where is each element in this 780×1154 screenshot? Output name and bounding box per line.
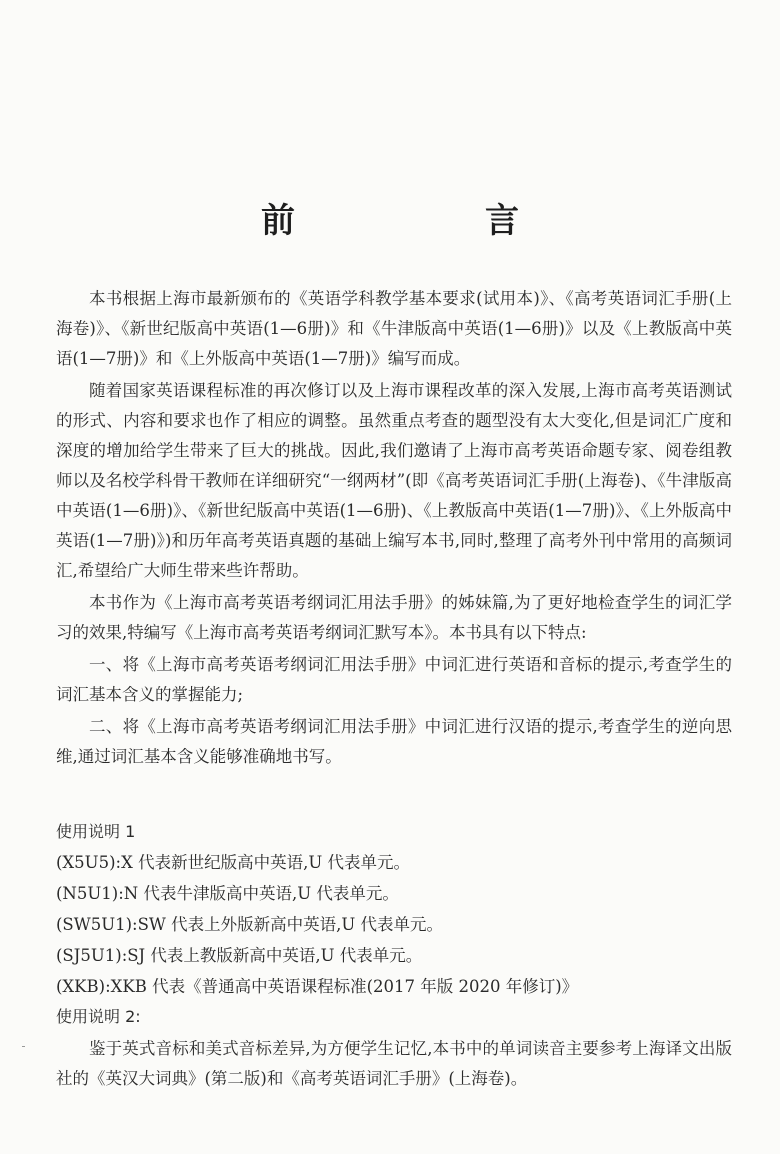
paragraph: 本书作为《上海市高考英语考纲词汇用法手册》的姊妹篇,为了更好地检查学生的词汇学习的效果,特编写《上海市高考英语考纲词汇默写本》。本书具有以下特点: (56, 593, 732, 642)
note2-body: 鉴于英式音标和美式音标差异,为方便学生记忆,本书中的单词读音主要参考上海译文出版社的《英汉大词典》(第二版)和《高考英语词汇手册》(上海卷)。 (56, 1039, 732, 1088)
preface-body (56, 284, 732, 774)
note1-line: (N5U1):N 代表牛津版高中英语,U 代表单元。 (56, 884, 399, 903)
scan-mark (22, 1046, 25, 1047)
note1-line: (X5U5):X 代表新世纪版高中英语,U 代表单元。 (56, 853, 410, 872)
paragraph: 二、将《上海市高考英语考纲词汇用法手册》中词汇进行汉语的提示,考查学生的逆向思维,通过词汇基本含义能够准确地书写。 (56, 717, 732, 766)
page-title: 前 言 (261, 200, 597, 241)
note2-heading: 使用说明 2: (56, 1007, 141, 1026)
paragraph: 一、将《上海市高考英语考纲词汇用法手册》中词汇进行英语和音标的提示,考查学生的词汇基本含义的掌握能力; (56, 655, 732, 704)
usage-notes (56, 817, 732, 1094)
note1-line: (XKB):XKB 代表《普通高中英语课程标准(2017 年版 2020 年修订)》 (56, 977, 579, 996)
paragraph: 本书根据上海市最新颁布的《英语学科教学基本要求(试用本)》、《高考英语词汇手册(上海卷)》、《新世纪版高中英语(1—6册)》和《牛津版高中英语(1—6册)》以及《上教版高中英语(1—7册)》和《上外版高中英语(1—7册)》编写而成。 (56, 289, 732, 368)
note1-heading: 使用说明 1 (56, 822, 136, 841)
note1-line: (SJ5U1):SJ 代表上教版新高中英语,U 代表单元。 (56, 946, 423, 965)
note1-line: (SW5U1):SW 代表上外版新高中英语,U 代表单元。 (56, 915, 444, 934)
paragraph: 随着国家英语课程标准的再次修订以及上海市课程改革的深入发展,上海市高考英语测试的形式、内容和要求也作了相应的调整。虽然重点考查的题型没有太大变化,但是词汇广度和深度的增加给学生带来了巨大的挑战。因此,我们邀请了上海市高考英语命题专家、阅卷组教师以及名校学科骨干教师在详细研究“一纲两材”(即《高考英语词汇手册(上海卷)、《牛津版高中英语(1—6册)》、《新世纪版高中英语(1—6册)、《上教版高中英语(1—7册)》、《上外版高中英语(1—7册)》)和历年高考英语真题的基础上编写本书,同时,整理了高考外刊中常用的高频词汇,希望给广大师生带来些许帮助。 (56, 381, 732, 580)
